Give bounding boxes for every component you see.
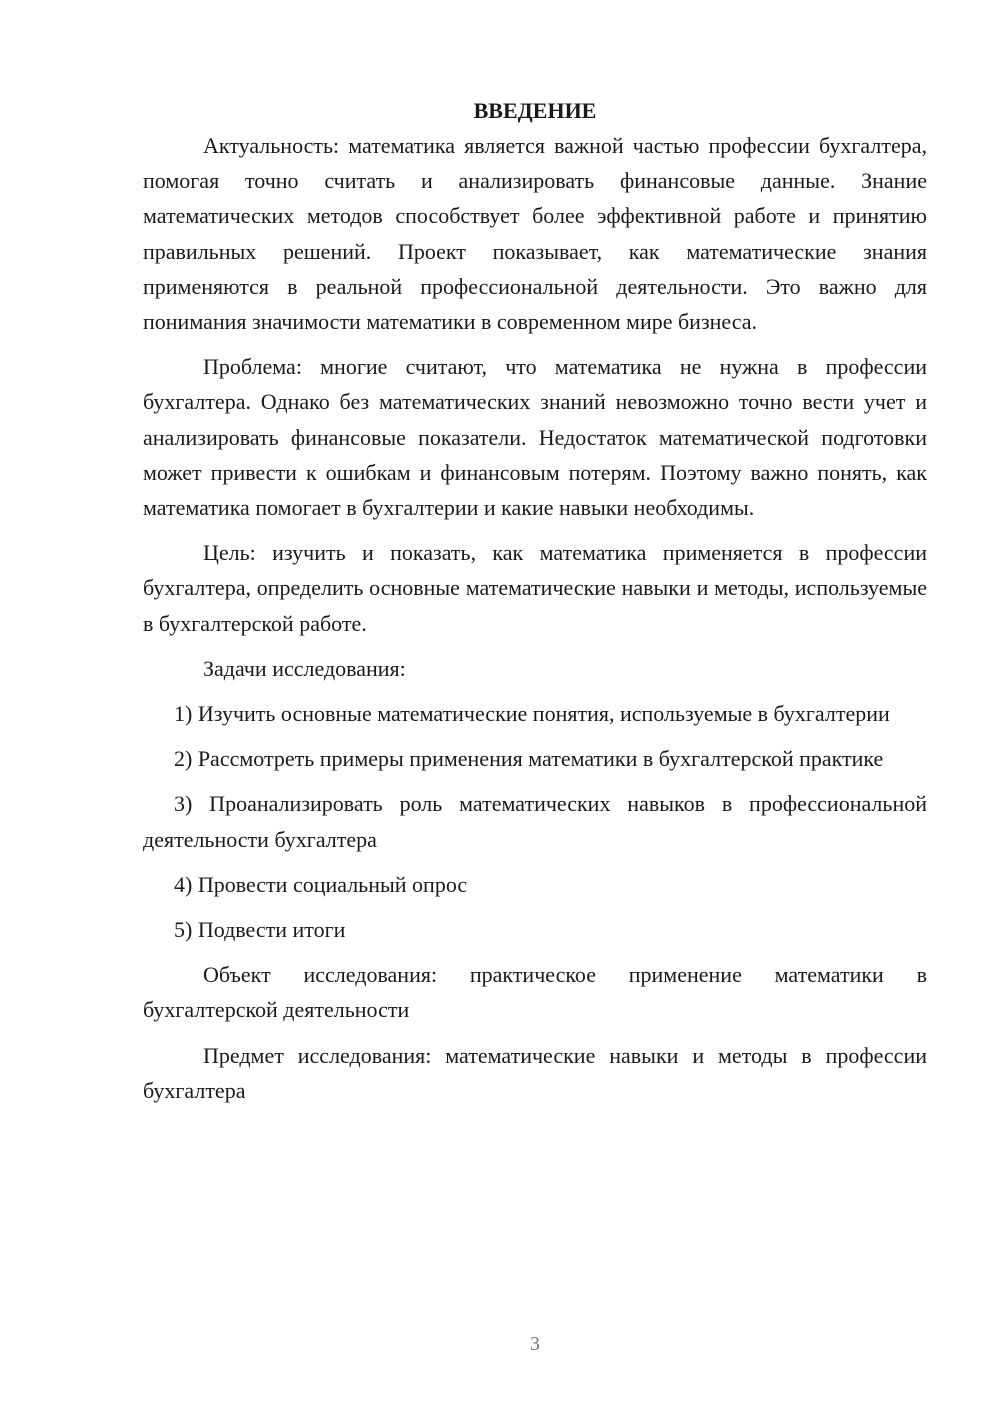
list-item: 2) Рассмотреть примеры применения математики в бухгалтерской практике xyxy=(174,746,884,772)
paragraph-subject: Предмет исследования: математические навыки и методы в профессии бухгалтера xyxy=(143,1042,927,1103)
list-item: 5) Подвести итоги xyxy=(174,917,346,943)
list-item: 4) Провести социальный опрос xyxy=(174,871,468,897)
list-item: 3) Проанализировать роль математических навыков в профессиональной деятельности бухгалтера xyxy=(143,791,927,852)
page-title: ВВЕДЕНИЕ xyxy=(473,98,597,123)
paragraph-object: Объект исследования: практическое применение математики в бухгалтерской деятельности xyxy=(143,962,927,1023)
tasks-heading: Задачи исследования: xyxy=(203,655,406,681)
document-page xyxy=(143,96,927,1118)
page-number: 3 xyxy=(530,1333,540,1355)
tasks-list xyxy=(143,696,927,947)
list-item: 1) Изучить основные математические понятия, используемые в бухгалтерии xyxy=(174,701,890,727)
paragraph-goal: Цель: изучить и показать, как математика применяется в профессии бухгалтера, определить основные математические навыки и методы, используемые в бухгалтерской работе. xyxy=(143,540,927,636)
paragraph-problem: Проблема: многие считают, что математика не нужна в профессии бухгалтера. Однако без математических знаний невозможно точно вести учет и анализировать финансовые показатели. Недостаток математической подготовки может привести к ошибкам и финансовым потерям. Поэтому важно понять, как математика помогает в бухгалтерии и какие навыки необходимы. xyxy=(143,354,927,521)
paragraph-relevance: Актуальность: математика является важной частью профессии бухгалтера, помогая точно считать и анализировать финансовые данные. Знание математических методов способствует более эффективной работе и принятию правильных решений. Проект показывает, как математические знания применяются в реальной профессиональной деятельности. Это важно для понимания значимости математики в современном мире бизнеса. xyxy=(143,133,927,335)
